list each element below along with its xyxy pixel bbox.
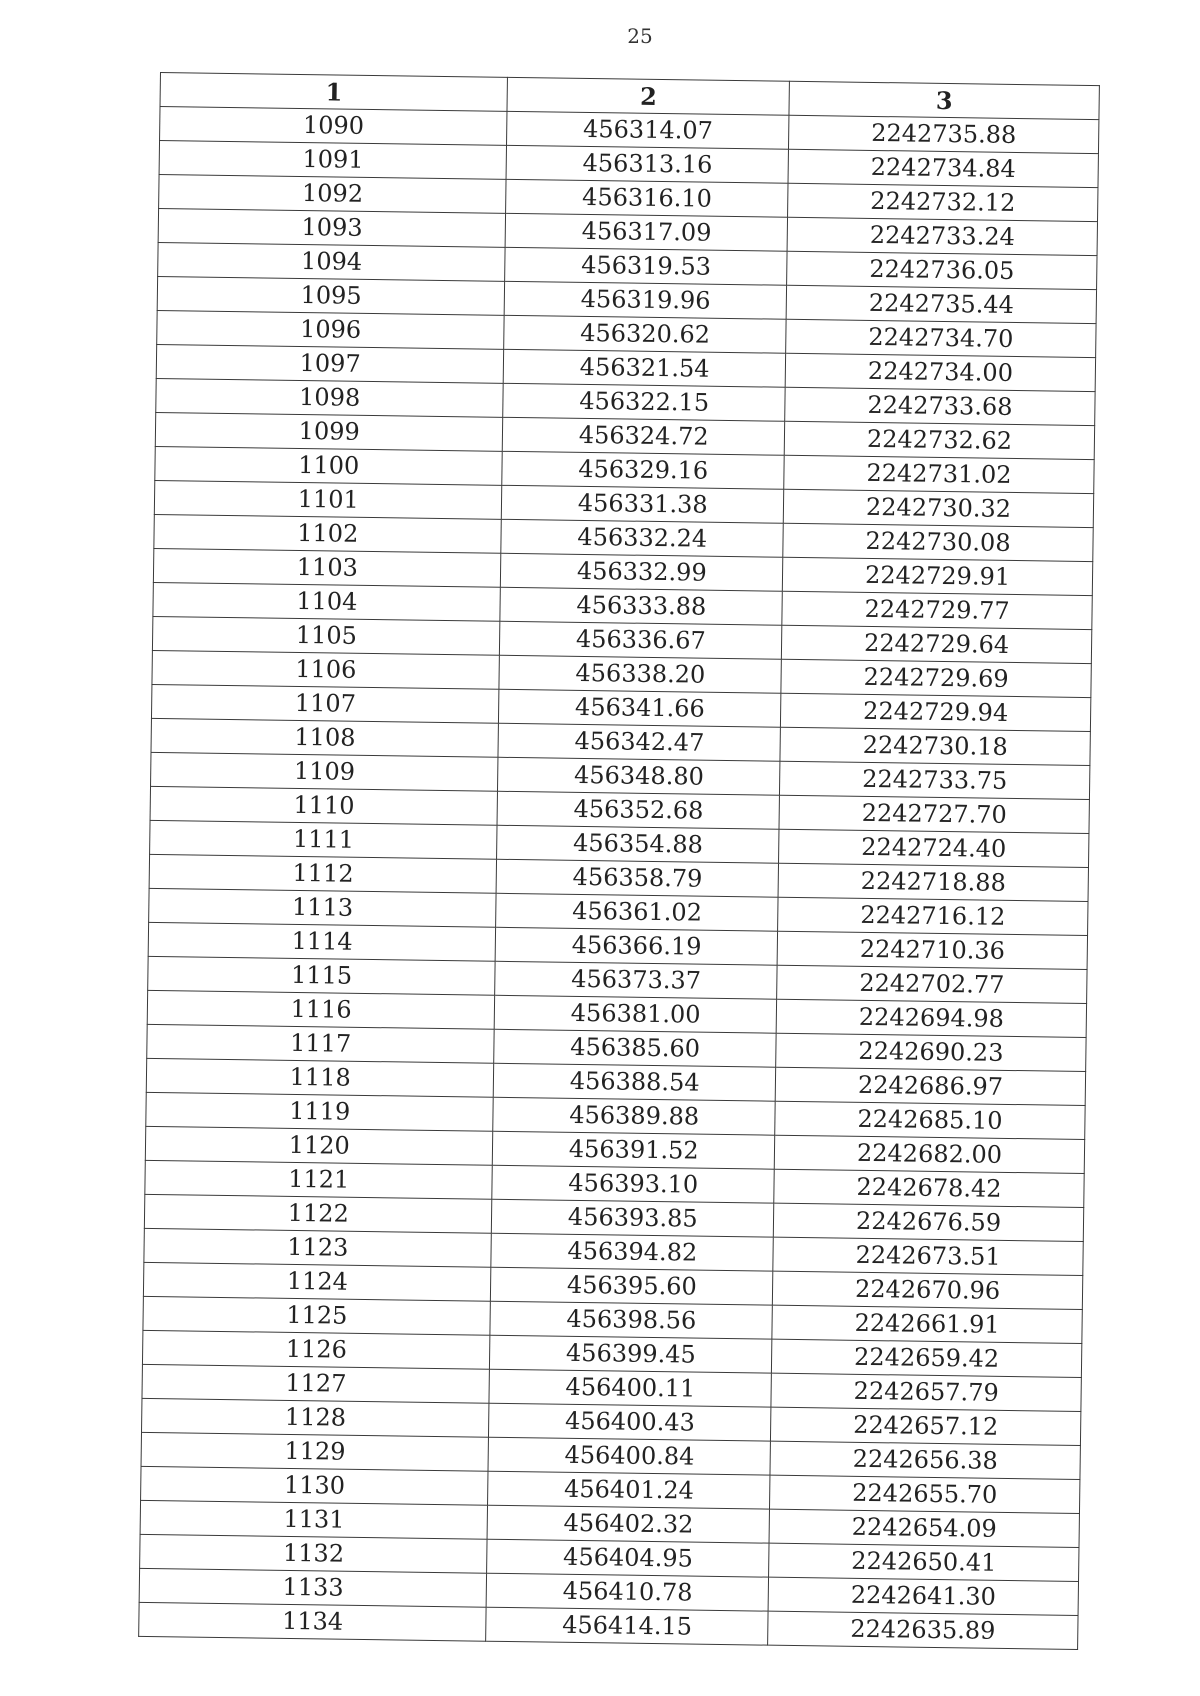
- y-coordinate-cell: 2242686.97: [775, 1067, 1085, 1105]
- y-coordinate-cell: 2242656.38: [770, 1441, 1080, 1479]
- point-number-cell: 1126: [142, 1330, 490, 1369]
- y-coordinate-cell: 2242694.98: [776, 999, 1086, 1037]
- point-number-cell: 1127: [142, 1364, 490, 1403]
- y-coordinate-cell: 2242661.91: [772, 1305, 1082, 1343]
- point-number-cell: 1119: [146, 1092, 494, 1131]
- y-coordinate-cell: 2242727.70: [779, 795, 1089, 833]
- point-number-cell: 1104: [153, 582, 501, 621]
- y-coordinate-cell: 2242702.77: [777, 965, 1087, 1003]
- point-number-cell: 1101: [154, 480, 502, 519]
- x-coordinate-cell: 456400.84: [488, 1437, 770, 1475]
- y-coordinate-cell: 2242732.12: [788, 183, 1098, 221]
- x-coordinate-cell: 456333.88: [500, 587, 782, 625]
- y-coordinate-cell: 2242736.05: [787, 251, 1097, 289]
- x-coordinate-cell: 456404.95: [487, 1539, 769, 1577]
- x-coordinate-cell: 456329.16: [502, 451, 784, 489]
- point-number-cell: 1094: [158, 242, 506, 281]
- x-coordinate-cell: 456319.96: [505, 281, 787, 319]
- x-coordinate-cell: 456391.52: [493, 1131, 775, 1169]
- point-number-cell: 1125: [143, 1296, 491, 1335]
- point-number-cell: 1120: [145, 1126, 493, 1165]
- x-coordinate-cell: 456342.47: [498, 723, 780, 761]
- y-coordinate-cell: 2242678.42: [774, 1169, 1084, 1207]
- y-coordinate-cell: 2242670.96: [772, 1271, 1082, 1309]
- point-number-cell: 1090: [160, 107, 508, 146]
- column-header-1: 1: [160, 73, 508, 112]
- point-number-cell: 1106: [152, 650, 500, 689]
- y-coordinate-cell: 2242682.00: [774, 1135, 1084, 1173]
- point-number-cell: 1132: [140, 1534, 488, 1573]
- x-coordinate-cell: 456331.38: [502, 485, 784, 523]
- y-coordinate-cell: 2242732.62: [784, 421, 1094, 459]
- x-coordinate-cell: 456352.68: [497, 791, 779, 829]
- x-coordinate-cell: 456385.60: [494, 1029, 776, 1067]
- x-coordinate-cell: 456332.99: [501, 553, 783, 591]
- point-number-cell: 1098: [156, 378, 504, 417]
- x-coordinate-cell: 456321.54: [504, 349, 786, 387]
- y-coordinate-cell: 2242657.12: [771, 1407, 1081, 1445]
- y-coordinate-cell: 2242729.94: [781, 693, 1091, 731]
- x-coordinate-cell: 456354.88: [497, 825, 779, 863]
- point-number-cell: 1116: [147, 990, 495, 1029]
- x-coordinate-cell: 456393.85: [492, 1199, 774, 1237]
- y-coordinate-cell: 2242724.40: [779, 829, 1089, 867]
- point-number-cell: 1108: [151, 718, 499, 757]
- y-coordinate-cell: 2242635.89: [768, 1611, 1078, 1649]
- y-coordinate-cell: 2242676.59: [773, 1203, 1083, 1241]
- point-number-cell: 1115: [148, 956, 496, 995]
- point-number-cell: 1134: [139, 1602, 487, 1641]
- y-coordinate-cell: 2242710.36: [777, 931, 1087, 969]
- x-coordinate-cell: 456366.19: [496, 927, 778, 965]
- y-coordinate-cell: 2242716.12: [778, 897, 1088, 935]
- y-coordinate-cell: 2242733.68: [785, 387, 1095, 425]
- point-number-cell: 1097: [156, 344, 504, 383]
- y-coordinate-cell: 2242733.75: [780, 761, 1090, 799]
- point-number-cell: 1122: [144, 1194, 492, 1233]
- x-coordinate-cell: 456332.24: [501, 519, 783, 557]
- coordinates-table: [138, 72, 1100, 1650]
- point-number-cell: 1128: [142, 1398, 490, 1437]
- y-coordinate-cell: 2242657.79: [771, 1373, 1081, 1411]
- point-number-cell: 1118: [146, 1058, 494, 1097]
- y-coordinate-cell: 2242729.69: [781, 659, 1091, 697]
- point-number-cell: 1111: [150, 820, 498, 859]
- y-coordinate-cell: 2242734.70: [786, 319, 1096, 357]
- page-number: 25: [627, 24, 653, 48]
- point-number-cell: 1117: [147, 1024, 495, 1063]
- point-number-cell: 1091: [159, 141, 507, 180]
- x-coordinate-cell: 456314.07: [507, 111, 789, 149]
- y-coordinate-cell: 2242641.30: [768, 1577, 1078, 1615]
- x-coordinate-cell: 456398.56: [490, 1301, 772, 1339]
- x-coordinate-cell: 456373.37: [495, 961, 777, 999]
- x-coordinate-cell: 456395.60: [491, 1267, 773, 1305]
- y-coordinate-cell: 2242729.77: [782, 591, 1092, 629]
- x-coordinate-cell: 456400.11: [489, 1369, 771, 1407]
- x-coordinate-cell: 456394.82: [491, 1233, 773, 1271]
- point-number-cell: 1099: [155, 412, 503, 451]
- x-coordinate-cell: 456317.09: [506, 213, 788, 251]
- coordinates-table-container: [138, 72, 1100, 1650]
- x-coordinate-cell: 456324.72: [503, 417, 785, 455]
- x-coordinate-cell: 456313.16: [506, 145, 788, 183]
- point-number-cell: 1124: [143, 1262, 491, 1301]
- y-coordinate-cell: 2242731.02: [784, 455, 1094, 493]
- point-number-cell: 1105: [152, 616, 500, 655]
- x-coordinate-cell: 456414.15: [486, 1607, 768, 1645]
- point-number-cell: 1110: [150, 786, 498, 825]
- point-number-cell: 1114: [148, 922, 496, 961]
- column-header-2: 2: [507, 77, 789, 115]
- point-number-cell: 1109: [151, 752, 499, 791]
- y-coordinate-cell: 2242734.00: [785, 353, 1095, 391]
- x-coordinate-cell: 456341.66: [499, 689, 781, 727]
- x-coordinate-cell: 456388.54: [494, 1063, 776, 1101]
- point-number-cell: 1092: [159, 174, 507, 213]
- y-coordinate-cell: 2242734.84: [788, 149, 1098, 187]
- x-coordinate-cell: 456338.20: [499, 655, 781, 693]
- x-coordinate-cell: 456393.10: [492, 1165, 774, 1203]
- point-number-cell: 1123: [144, 1228, 492, 1267]
- y-coordinate-cell: 2242659.42: [772, 1339, 1082, 1377]
- point-number-cell: 1107: [151, 684, 499, 723]
- x-coordinate-cell: 456320.62: [504, 315, 786, 353]
- x-coordinate-cell: 456399.45: [490, 1335, 772, 1373]
- x-coordinate-cell: 456319.53: [505, 247, 787, 285]
- y-coordinate-cell: 2242729.91: [782, 557, 1092, 595]
- point-number-cell: 1130: [141, 1466, 489, 1505]
- x-coordinate-cell: 456381.00: [495, 995, 777, 1033]
- y-coordinate-cell: 2242733.24: [787, 217, 1097, 255]
- y-coordinate-cell: 2242730.08: [783, 523, 1093, 561]
- x-coordinate-cell: 456358.79: [496, 859, 778, 897]
- point-number-cell: 1129: [141, 1432, 489, 1471]
- y-coordinate-cell: 2242654.09: [769, 1509, 1079, 1547]
- y-coordinate-cell: 2242729.64: [781, 625, 1091, 663]
- x-coordinate-cell: 456401.24: [488, 1471, 770, 1509]
- y-coordinate-cell: 2242730.32: [783, 489, 1093, 527]
- point-number-cell: 1096: [157, 310, 505, 349]
- x-coordinate-cell: 456348.80: [498, 757, 780, 795]
- point-number-cell: 1103: [153, 548, 501, 587]
- y-coordinate-cell: 2242735.88: [789, 115, 1099, 153]
- y-coordinate-cell: 2242685.10: [775, 1101, 1085, 1139]
- column-header-3: 3: [789, 81, 1099, 119]
- y-coordinate-cell: 2242650.41: [769, 1543, 1079, 1581]
- point-number-cell: 1093: [158, 208, 506, 247]
- point-number-cell: 1100: [155, 446, 503, 485]
- y-coordinate-cell: 2242655.70: [770, 1475, 1080, 1513]
- y-coordinate-cell: 2242718.88: [778, 863, 1088, 901]
- y-coordinate-cell: 2242673.51: [773, 1237, 1083, 1275]
- point-number-cell: 1095: [157, 276, 505, 315]
- y-coordinate-cell: 2242735.44: [786, 285, 1096, 323]
- point-number-cell: 1112: [149, 854, 497, 893]
- point-number-cell: 1133: [139, 1568, 487, 1607]
- x-coordinate-cell: 456402.32: [487, 1505, 769, 1543]
- x-coordinate-cell: 456336.67: [500, 621, 782, 659]
- x-coordinate-cell: 456410.78: [487, 1573, 769, 1611]
- x-coordinate-cell: 456361.02: [496, 893, 778, 931]
- point-number-cell: 1102: [154, 514, 502, 553]
- x-coordinate-cell: 456322.15: [503, 383, 785, 421]
- x-coordinate-cell: 456316.10: [506, 179, 788, 217]
- point-number-cell: 1131: [140, 1500, 488, 1539]
- table-body: [139, 107, 1099, 1650]
- y-coordinate-cell: 2242730.18: [780, 727, 1090, 765]
- x-coordinate-cell: 456400.43: [489, 1403, 771, 1441]
- x-coordinate-cell: 456389.88: [493, 1097, 775, 1135]
- point-number-cell: 1113: [149, 888, 497, 927]
- point-number-cell: 1121: [145, 1160, 493, 1199]
- y-coordinate-cell: 2242690.23: [776, 1033, 1086, 1071]
